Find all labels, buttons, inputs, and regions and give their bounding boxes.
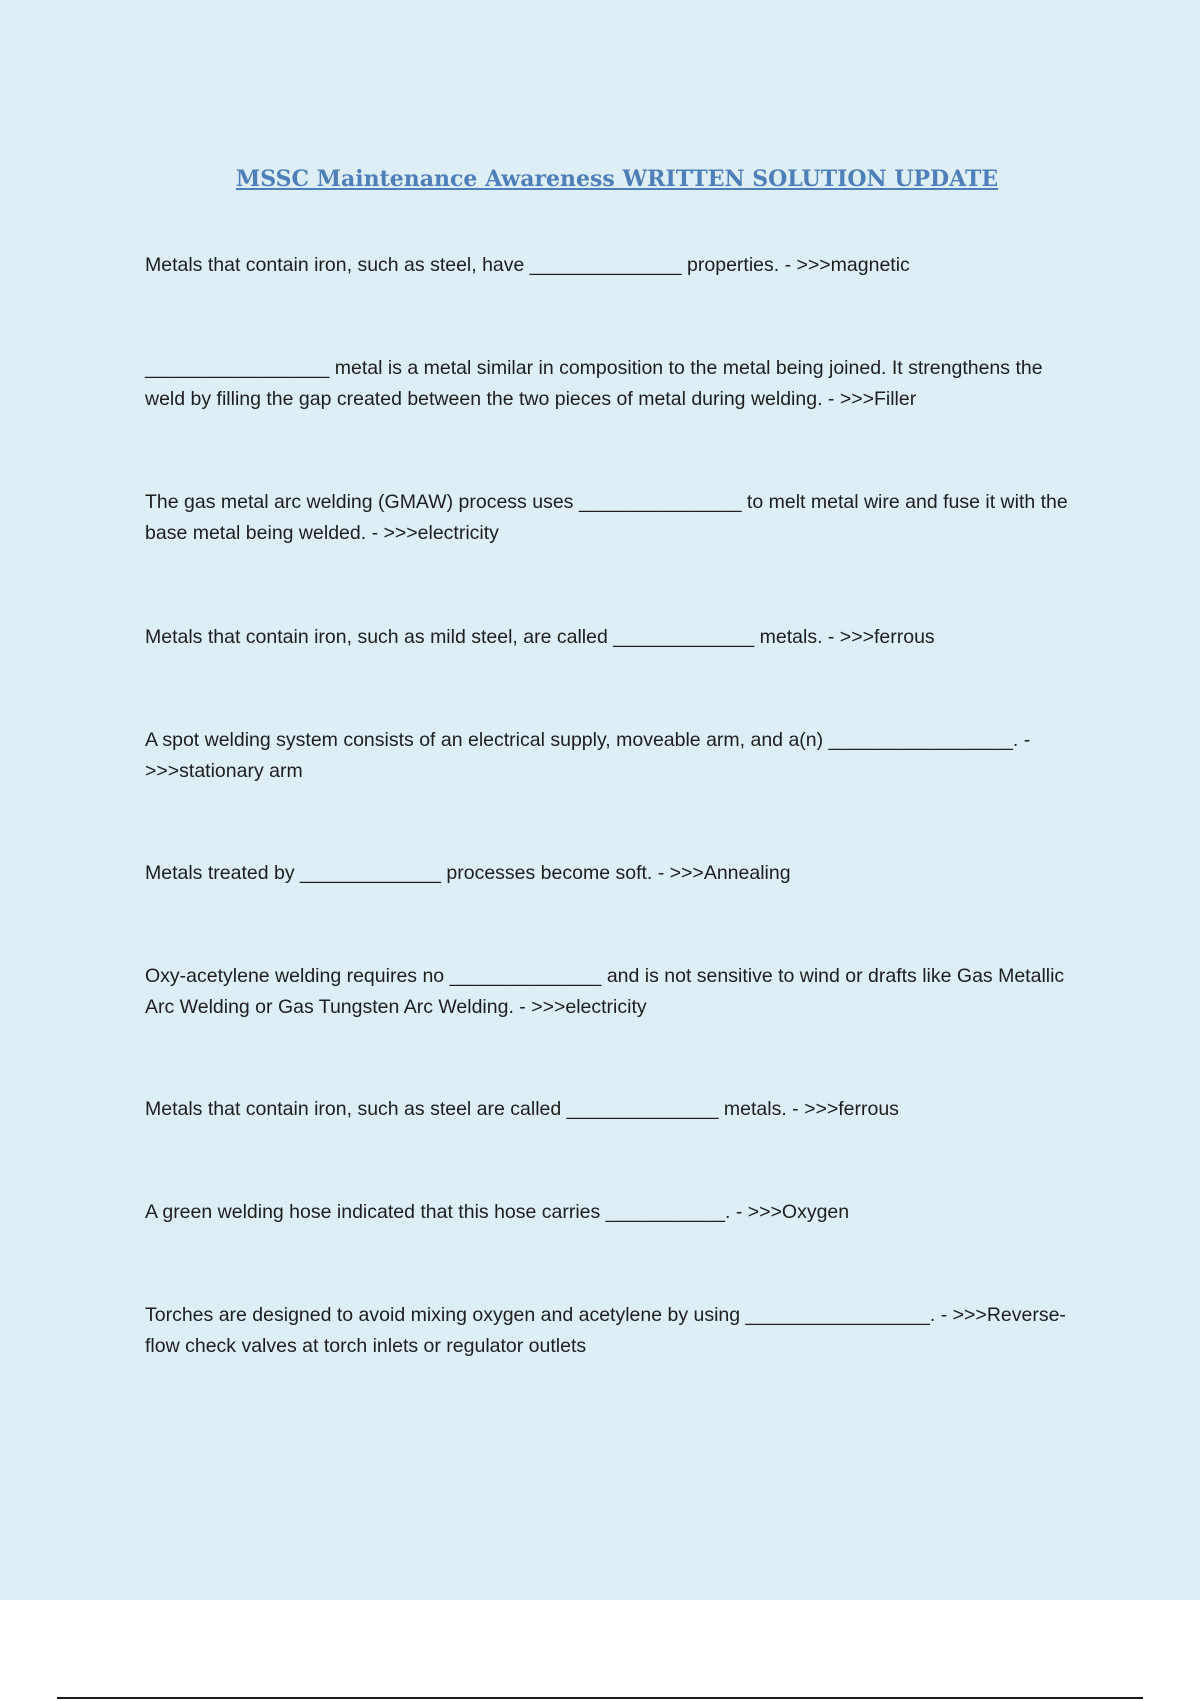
question-answer-item-10: Torches are designed to avoid mixing oxygen and acetylene by using _________________. - >>>Reverse-flow check valves at torch inlets or regulator outlets [145,1304,1066,1357]
question-answer-item-5: A spot welding system consists of an electrical supply, moveable arm, and a(n) _________________. - >>>stationary arm [145,729,1031,782]
question-answer-item-3: The gas metal arc welding (GMAW) process uses _______________ to melt metal wire and fuse it with the base metal being welded. - >>>electricity [145,491,1068,544]
question-answer-item-9: A green welding hose indicated that this hose carries ___________. - >>>Oxygen [145,1201,850,1223]
question-answer-item-1: Metals that contain iron, such as steel, have ______________ properties. - >>>magnetic [145,254,910,276]
question-answer-item-7: Oxy-acetylene welding requires no ______________ and is not sensitive to wind or drafts like Gas Metallic Arc Welding or Gas Tungsten Arc Welding. - >>>electricity [145,965,1065,1018]
question-answer-item-4: Metals that contain iron, such as mild steel, are called _____________ metals. - >>>ferrous [145,626,935,648]
question-answer-item-8: Metals that contain iron, such as steel are called ______________ metals. - >>>ferrous [145,1098,899,1120]
question-answer-item-2: _________________ metal is a metal similar in composition to the metal being joined. It strengthens the weld by filling the gap created between the two pieces of metal during welding. - >>>Filler [145,357,1043,410]
document-title: MSSC Maintenance Awareness WRITTEN SOLUTION UPDATE [235,166,999,192]
footer-divider [57,1697,1143,1699]
question-answer-item-6: Metals treated by _____________ processes become soft. - >>>Annealing [145,862,791,884]
